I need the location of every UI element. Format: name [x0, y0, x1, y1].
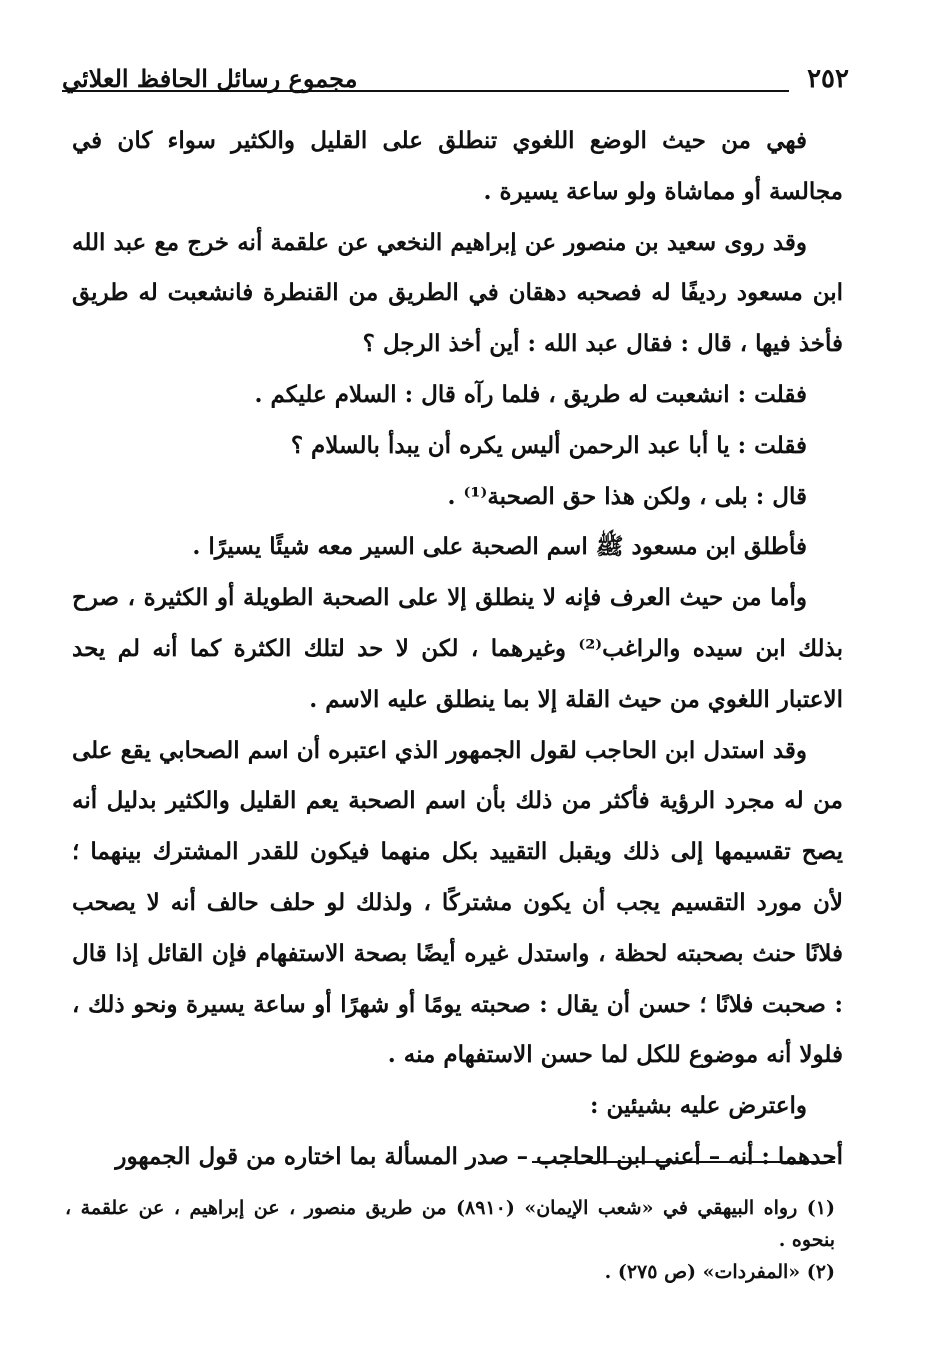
- paragraph: فأطلق ابن مسعود ﷺ اسم الصحبة على السير معه شيئًا يسيرًا .: [192, 533, 807, 561]
- paragraph: فقلت : انشعبت له طريق ، فلما رآه قال : السلام عليكم .: [254, 380, 807, 408]
- paragraph: وأما من حيث العرف فإنه لا ينطلق إلا على الصحبة الطويلة أو الكثيرة ، صرح بذلك ابن سيده والراغب⁽²⁾ وغيرهما ، لكن لا حد لتلك الكثرة كما أنه لم يحد الاعتبار اللغوي من حيث القلة إلا بما ينطلق عليه الاسم .: [72, 584, 843, 713]
- running-title: مجموع رسائل الحافظ العلائي: [62, 64, 358, 93]
- page-number: ٢٥٢: [807, 64, 849, 94]
- footnote-separator: [532, 1161, 835, 1163]
- paragraph: قال : بلى ، ولكن هذا حق الصحبة⁽¹⁾ .: [447, 482, 807, 510]
- paragraph: فهي من حيث الوضع اللغوي تنطلق على القليل والكثير سواء كان في مجالسة أو مماشاة ولو ساعة يسيرة .: [72, 127, 843, 205]
- footnote: (٢) «المفردات» (ص ٢٧٥) .: [604, 1261, 835, 1283]
- footnote: (١) رواه البيهقي في «شعب الإيمان» (٨٩١٠) من طريق منصور ، عن إبراهيم ، عن علقمة ، بنحوه .: [65, 1197, 835, 1251]
- paragraph: واعترض عليه بشيئين :: [589, 1092, 807, 1120]
- running-header: [62, 60, 849, 100]
- paragraph: وقد روى سعيد بن منصور عن إبراهيم النخعي عن علقمة أنه خرج مع عبد الله ابن مسعود رديفًا له فصحبه دهقان في الطريق من القنطرة فانشعبت له طريق فأخذ فيها ، قال : فقال عبد الله : أين أخذ الرجل ؟: [72, 228, 843, 358]
- footnotes: [65, 1192, 835, 1288]
- main-text: [72, 116, 843, 1183]
- paragraph: وقد استدل ابن الحاجب لقول الجمهور الذي اعتبره أن اسم الصحابي يقع على من له مجرد الرؤية فأكثر من ذلك بأن اسم الصحبة يعم القليل والكثير بدليل أنه يصح تقسيمها إلى ذلك ويقبل التقييد بكل منهما فيكون للقدر المشترك بينهما ؛ لأن مورد التقسيم يجب أن يكون مشتركًا ، ولذلك لو حلف حالف أنه لا يصحب فلانًا حنث بصحبته لحظة ، واستدل غيره أيضًا بصحة الاستفهام فإن القائل إذا قال : صحبت فلانًا ؛ حسن أن يقال : صحبته يومًا أو شهرًا أو ساعة يسيرة ونحو ذلك ، فلولا أنه موضوع للكل لما حسن الاستفهام منه .: [72, 736, 843, 1069]
- paragraph: فقلت : يا أبا عبد الرحمن أليس يكره أن يبدأ بالسلام ؟: [290, 431, 807, 459]
- paragraph: أحدهما : أنه – أعني ابن الحاجب – صدر المسألة بما اختاره من قول الجمهور: [115, 1142, 843, 1170]
